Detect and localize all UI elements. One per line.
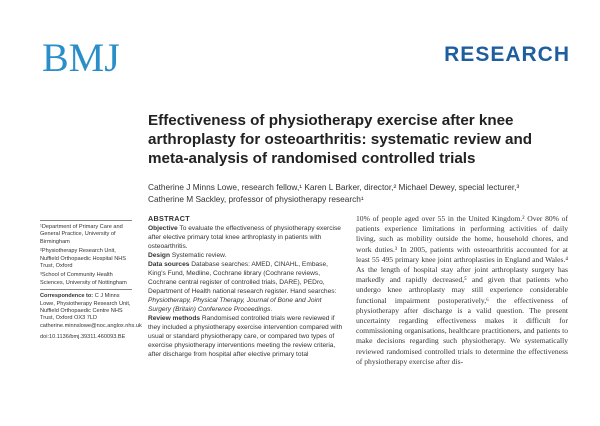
sources-end: . [270,306,273,313]
design-label: Design [148,252,170,259]
authors-line-1: Catherine J Minns Lowe, research fellow,¹ Karen L Barker, director,² Michael Dewey, special lecturer,³ [148,182,520,192]
affiliations-divider [40,220,132,221]
correspondence [40,293,142,330]
body-text-column [356,214,568,370]
abstract-methods [148,314,344,359]
correspondence-label: Correspondence to: [40,293,94,300]
abstract [148,214,344,359]
methods-text: Randomised controlled trials were reviewed if they included a physiotherapy exercise intervention compared with usual or standard physiotherapy care, or compared two types of exercise physiotherapy interventions meeting the review criteria, after discharge from hospital after elective primary total [148,315,343,358]
objective-label: Objective [148,225,178,232]
affiliations-column [40,218,142,344]
affiliation-2: ²Physiotherapy Research Unit, Nuffield Orthopaedic Hospital NHS Trust, Oxford [40,248,127,270]
affiliation-3: ³School of Community Health Sciences, University of Nottingham [40,272,127,286]
journal-logo: BMJ [42,35,120,80]
correspondence-divider [40,289,132,290]
article-title: Effectiveness of physiotherapy exercise after knee arthroplasty for osteoarthritis: systematic review and meta-analysis of randomised controlled trials [148,112,533,167]
abstract-sources [148,260,344,314]
abstract-design [148,251,344,260]
sources-text: Database searches: AMED, CINAHL, Embase, King's Fund, Medline, Cochrane library (Cochrane reviews, Cochrane central register of controlled trials, DARE), PEDro, Department of Health national research register. Hand searches: [148,261,337,295]
methods-label: Review methods [148,315,201,322]
abstract-heading: ABSTRACT [148,214,190,223]
sources-journals: Physiotherapy, Physical Therapy, Journal of Bone and Joint Surgery (Britain) Conference Proceedings [148,297,322,313]
doi-link[interactable]: doi:10.1136/bmj.39311.460093.BE [40,334,126,341]
author-list [148,181,568,205]
affiliation-1: ¹Department of Primary Care and General Practice, University of Birmingham [40,224,123,245]
objective-text: To evaluate the effectiveness of physiotherapy exercise after elective primary total knee arthroplasty in patients with osteoarthritis. [148,225,341,250]
body-paragraph: 10% of people aged over 55 in the United Kingdom.² Over 80% of patients experience limitations in performing activities of daily living, such as mobility outside the home, household chores, and work duties.³ In 2005, patients with osteoarthritis accounted for at least 55 495 primary knee joint arthroplasties in England and Wales.⁴ As the length of hospital stay after joint arthroplasty surgery has markedly and rapidly decreased,⁵ and given that patients who undergo knee arthroplasty may still experience considerable functional impairment postoperatively,⁶ the effectiveness of physiotherapy after discharge is a valid question. The present uncertainty regarding effectiveness makes it difficult for commissioning organisations, healthcare practitioners, and patients to make decisions regarding such physiotherapy. We systematically reviewed randomised controlled trials to determine the effectiveness of physiotherapy exercise after dis- [356,214,568,366]
sources-label: Data sources [148,261,190,268]
authors-line-2: Catherine M Sackley, professor of physiotherapy research¹ [148,194,364,204]
correspondence-address: C J Minns Lowe, Physiotherapy Research Unit, Nuffield Orthopaedic Centre NHS Trust, Oxford OX3 7LD catherine.minnslowe@noc.anglox.nhs.uk [40,293,142,329]
abstract-objective [148,224,344,251]
design-text: Systematic review. [169,252,227,259]
section-label: RESEARCH [444,43,570,66]
